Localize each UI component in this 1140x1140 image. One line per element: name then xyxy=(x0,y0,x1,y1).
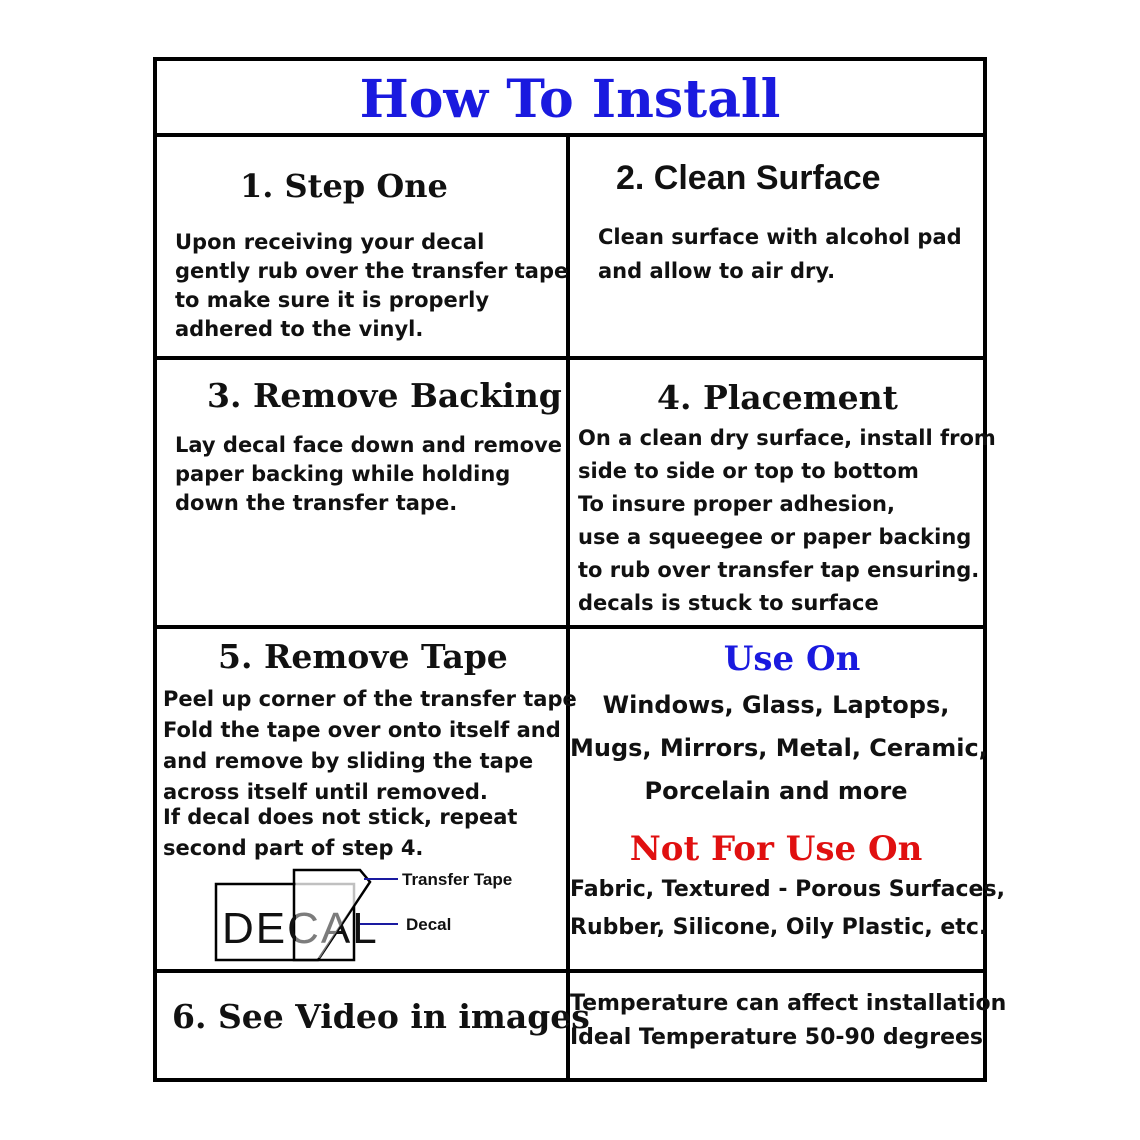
text-line: across itself until removed. xyxy=(163,780,488,804)
text-line: Upon receiving your decal xyxy=(175,230,485,254)
text-line: Clean surface with alcohol pad xyxy=(598,225,962,249)
use-on-list xyxy=(570,684,988,813)
not-for-use-list xyxy=(570,871,1005,947)
text-line: and remove by sliding the tape xyxy=(163,749,534,773)
use-on-heading: Use On xyxy=(723,639,861,679)
text-line: Fabric, Textured - Porous Surfaces, xyxy=(570,877,1005,902)
decal-diagram xyxy=(210,862,540,968)
step-four-heading: 4. Placement xyxy=(657,378,898,417)
text-line: Temperature can affect installation xyxy=(570,991,1007,1016)
text-line: On a clean dry surface, install from xyxy=(578,426,996,450)
page-title: How To Install xyxy=(359,69,781,130)
step-two-heading: 2. Clean Surface xyxy=(616,159,881,197)
step-three-text xyxy=(175,431,562,518)
step-one-text xyxy=(175,228,568,344)
text-line: paper backing while holding xyxy=(175,462,511,486)
text-line: Fold the tape over onto itself and xyxy=(163,718,561,742)
text-line: gently rub over the transfer tape xyxy=(175,259,569,283)
step-one-heading: 1. Step One xyxy=(240,167,448,205)
text-line: If decal does not stick, repeat xyxy=(163,805,518,829)
divider-row2 xyxy=(153,625,987,629)
step-two-text xyxy=(598,220,962,288)
step-three-heading: 3. Remove Backing xyxy=(207,376,562,415)
step-five-text xyxy=(163,684,577,864)
text-line: to rub over transfer tap ensuring. xyxy=(578,558,980,582)
decal-word: DECAL xyxy=(222,904,379,953)
text-line: Ideal Temperature 50-90 degrees xyxy=(570,1025,984,1050)
decal-label: Decal xyxy=(406,915,452,934)
text-line: use a squeegee or paper backing xyxy=(578,525,972,549)
text-line: side to side or top to bottom xyxy=(578,459,919,483)
text-line: decals is stuck to surface xyxy=(578,591,879,615)
step-six-heading: 6. See Video in images xyxy=(172,997,590,1036)
text-line: Lay decal face down and remove xyxy=(175,433,563,457)
step-four-text xyxy=(578,422,996,620)
text-line: Windows, Glass, Laptops, xyxy=(602,691,950,719)
text-line: Porcelain and more xyxy=(644,777,908,805)
text-line: down the transfer tape. xyxy=(175,491,458,515)
text-line: To insure proper adhesion, xyxy=(578,492,895,516)
not-for-use-heading: Not For Use On xyxy=(629,829,923,869)
text-line: Peel up corner of the transfer tape xyxy=(163,687,577,711)
text-line: Mugs, Mirrors, Metal, Ceramic, xyxy=(570,734,988,762)
step-five-heading: 5. Remove Tape xyxy=(218,637,508,676)
text-line: second part of step 4. xyxy=(163,836,424,860)
temperature-note xyxy=(570,987,1007,1055)
transfer-tape-label: Transfer Tape xyxy=(402,870,513,889)
divider-row1 xyxy=(153,356,987,360)
text-line: Rubber, Silicone, Oily Plastic, etc. xyxy=(570,915,988,940)
text-line: adhered to the vinyl. xyxy=(175,317,424,341)
text-line: to make sure it is properly xyxy=(175,288,490,312)
divider-row3 xyxy=(153,969,987,973)
text-line: and allow to air dry. xyxy=(598,259,836,283)
